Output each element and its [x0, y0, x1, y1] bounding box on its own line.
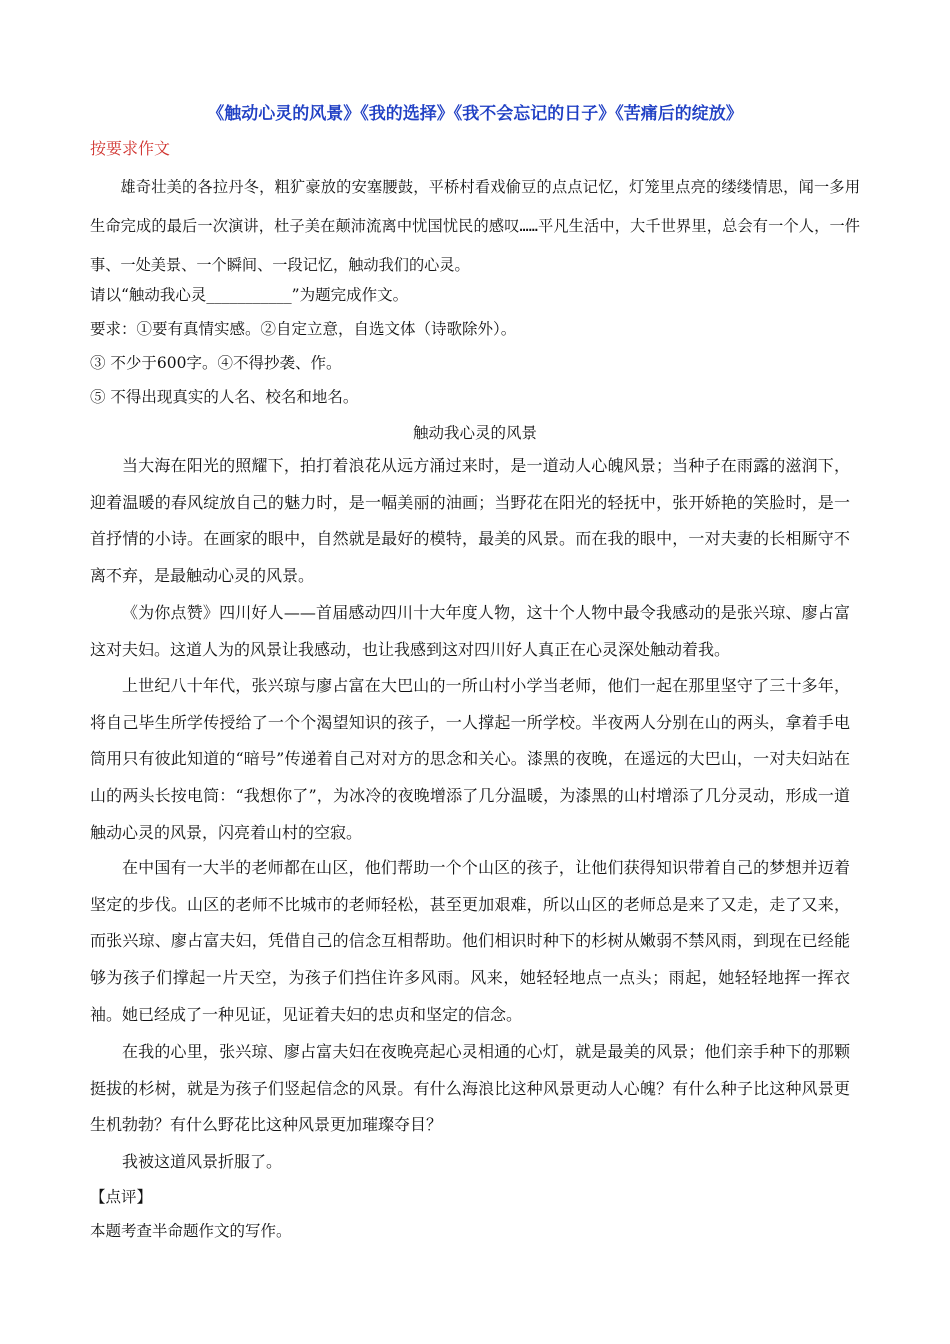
instruction-line: 请以“触动我心灵___________”为题完成作文。: [90, 286, 409, 304]
review-heading: 【点评】: [90, 1188, 153, 1206]
essay-paragraph-3: 上世纪八十年代，张兴琼与廖占富在大巴山的一所山村小学当老师，他们一起在那里坚守了三十多年，将自己毕生所学传授给了一个个渴望知识的孩子，一人撑起一所学校。半夜两人分别在山的两头，拿着手电筒用只有彼此知道的“暗号”传递着自己对对方的思念和关心。漆黑的夜晚，在遥远的大巴山，一对夫妇站在山的两头长按电筒：“我想你了”，为冰冷的夜晚增添了几分温暖，为漆黑的山村增添了几分灵动，形成一道触动心灵的风景，闪亮着山村的空寂。: [90, 676, 850, 842]
essay-paragraph-2: 《为你点赞》四川好人——首届感动四川十大年度人物，这十个人物中最令我感动的是张兴琼、廖占富这对夫妇。这道人为的风景让我感动，也让我感到这对四川好人真正在心灵深处触动着我。: [90, 603, 850, 659]
essay-paragraph-1: 当大海在阳光的照耀下，拍打着浪花从远方涌过来时，是一道动人心魄风景；当种子在雨露的滋润下，迎着温暖的春风绽放自己的魅力时，是一幅美丽的油画；当野花在阳光的轻抚中，张开娇艳的笑脸时，是一首抒情的小诗。在画家的眼中，自然就是最好的模特，最美的风景。而在我的眼中，一对夫妻的长相厮守不离不弃，是最触动心灵的风景。: [90, 456, 850, 586]
requirement-line-1: 要求：①要有真情实感。②自定立意，自选文体（诗歌除外）。: [90, 320, 517, 338]
essay-paragraph-6: 我被这道风景折服了。: [122, 1152, 283, 1171]
requirement-line-2: ③ 不少于600字。④不得抄袭、作。: [90, 354, 342, 372]
document-title: 《触动心灵的风景》《我的选择》《我不会忘记的日子》《苦痛后的绽放》: [207, 104, 743, 124]
essay-paragraph-4: 在中国有一大半的老师都在山区，他们帮助一个个山区的孩子，让他们获得知识带着自己的梦想并迈着坚定的步伐。山区的老师不比城市的老师轻松，甚至更加艰难，所以山区的老师总是来了又走，走了又来，而张兴琼、廖占富夫妇，凭借自己的信念互相帮助。他们相识时种下的杉树从嫩弱不禁风雨，到现在已经能够为孩子们撑起一片天空，为孩子们挡住许多风雨。风来，她轻轻地点一点头；雨起，她轻轻地挥一挥衣袖。她已经成了一种见证，见证着夫妇的忠贞和坚定的信念。: [90, 858, 850, 1024]
prompt-text: 雄奇壮美的各拉丹冬，粗犷豪放的安塞腰鼓，平桥村看戏偷豆的点点记忆，灯笼里点亮的缕缕情思，闻一多用生命完成的最后一次演讲，杜子美在颠沛流离中忧国忧民的感叹……平凡生活中，大千世界里，总会有一个人，一件事、一处美景、一个瞬间、一段记忆，触动我们的心灵。: [90, 178, 860, 274]
essay-title: 触动我心灵的风景: [412, 424, 537, 442]
essay-paragraph-5: 在我的心里，张兴琼、廖占富夫妇在夜晚亮起心灵相通的心灯，就是最美的风景；他们亲手种下的那颗挺拔的杉树，就是为孩子们竖起信念的风景。有什么海浪比这种风景更动人心魄？有什么种子比这种风景更生机勃勃？有什么野花比这种风景更加璀璨夺目？: [90, 1042, 850, 1135]
review-text: 本题考查半命题作文的写作。: [90, 1222, 292, 1240]
requirement-line-3: ⑤ 不得出现真实的人名、校名和地名。: [90, 388, 359, 406]
requirement-heading: 按要求作文: [90, 139, 171, 158]
